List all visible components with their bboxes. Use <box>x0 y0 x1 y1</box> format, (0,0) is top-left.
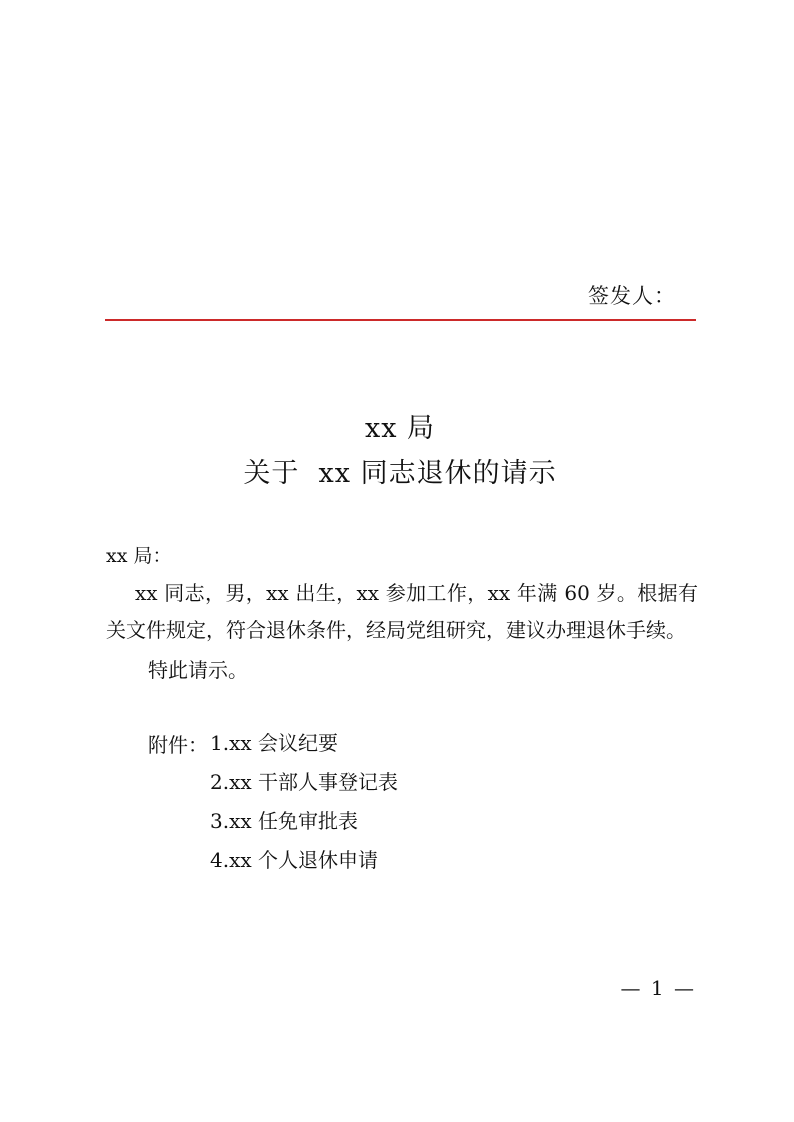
attachment-item: 3.xx 任免审批表 <box>210 809 358 833</box>
attachments-label: 附件： <box>148 733 208 757</box>
document-title-subject: 关于 xx 同志退休的请示 <box>243 458 557 489</box>
addressee: xx 局： <box>106 545 172 567</box>
attachment-item: 2.xx 干部人事登记表 <box>210 770 398 794</box>
attachment-item: 4.xx 个人退休申请 <box>210 848 378 872</box>
page-number: — 1 — <box>620 976 696 1000</box>
red-separator-line <box>105 319 696 321</box>
document-title-issuer: xx 局 <box>364 413 436 444</box>
body-paragraph: xx 同志，男，xx 出生，xx 参加工作，xx 年满 60 岁。根据有关文件规定，符合退休条件，经局党组研究，建议办理退休手续。 <box>106 581 698 642</box>
closing-remark: 特此请示。 <box>148 658 248 682</box>
signer-label: 签发人： <box>588 284 676 308</box>
attachment-item: 1.xx 会议纪要 <box>210 731 338 755</box>
attachments-list <box>210 729 398 885</box>
